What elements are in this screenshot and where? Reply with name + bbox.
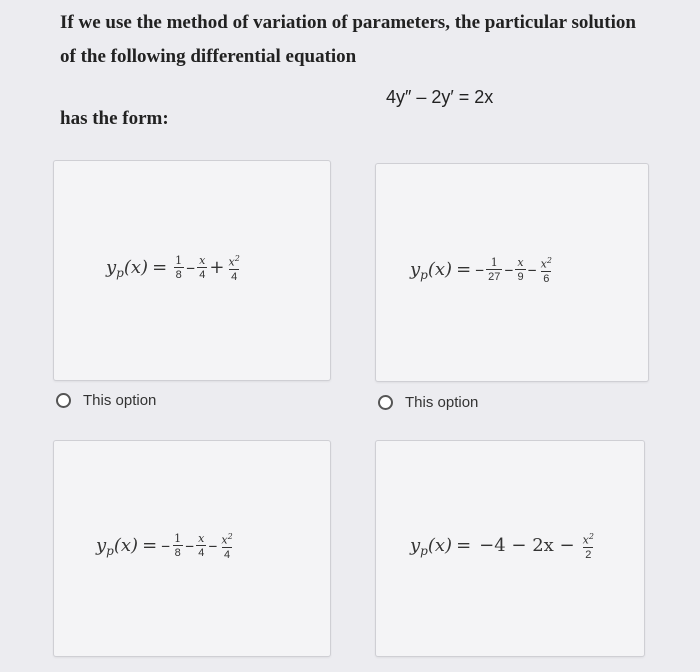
fraction-numerator xyxy=(581,530,596,547)
question-text xyxy=(60,6,680,74)
fraction-numerator xyxy=(196,532,206,545)
has-form-label: has the form: xyxy=(60,108,169,129)
formula-fraction xyxy=(197,254,207,282)
formula-sign: – xyxy=(186,257,196,279)
fraction-numerator xyxy=(539,254,554,271)
fraction-denominator: 8 xyxy=(175,268,182,281)
formula-equals: = xyxy=(152,257,168,279)
formula-argument: (x) xyxy=(427,535,453,557)
option-formula-4 xyxy=(410,530,598,562)
question-line-1: If we use the method of variation of parameters, the particular solution xyxy=(60,12,636,33)
fraction-numerator xyxy=(173,254,184,267)
option-formula-1 xyxy=(106,252,244,284)
radio-circle-icon[interactable] xyxy=(56,393,71,408)
fraction-numerator xyxy=(226,252,241,269)
option-formula-3 xyxy=(96,530,237,562)
numerator-value: x xyxy=(198,531,205,545)
fraction-denominator: 8 xyxy=(174,546,181,559)
fraction-numerator xyxy=(197,254,207,267)
numerator-exponent: 2 xyxy=(227,532,233,541)
formula-equals: = xyxy=(456,259,472,281)
option-label-1: This option xyxy=(83,392,157,409)
formula-sign: + xyxy=(209,257,225,279)
fraction-denominator: 4 xyxy=(231,270,238,283)
formula-y: y xyxy=(96,535,107,557)
numerator-value: x xyxy=(582,533,589,547)
numerator-exponent: 2 xyxy=(546,256,552,265)
formula-fraction xyxy=(581,530,596,562)
formula-y: y xyxy=(106,257,117,279)
fraction-denominator: 4 xyxy=(198,546,205,559)
question-line-2: of the following differential equation xyxy=(60,46,357,67)
numerator-value: x xyxy=(199,253,206,267)
option-label-2: This option xyxy=(405,394,479,411)
fraction-denominator: 9 xyxy=(517,270,524,283)
formula-argument: (x) xyxy=(427,259,453,281)
fraction-denominator: 6 xyxy=(543,272,550,285)
formula-inline-terms: −4 − 2x − xyxy=(479,535,575,557)
formula-fraction xyxy=(196,532,206,560)
numerator-value: x xyxy=(228,255,235,269)
numerator-value: 1 xyxy=(490,255,498,269)
formula-y: y xyxy=(410,259,421,281)
formula-fraction xyxy=(515,256,525,284)
formula-subscript: p xyxy=(420,267,428,282)
formula-fraction xyxy=(226,252,241,284)
formula-sign: – xyxy=(161,535,171,557)
numerator-value: x xyxy=(221,533,228,547)
fraction-denominator: 27 xyxy=(488,270,501,283)
formula-fraction xyxy=(172,532,183,560)
formula-fraction xyxy=(173,254,184,282)
fraction-numerator xyxy=(219,530,234,547)
formula-fraction xyxy=(539,254,554,286)
numerator-exponent: 2 xyxy=(588,532,594,541)
fraction-denominator: 4 xyxy=(199,268,206,281)
fraction-numerator xyxy=(489,256,500,269)
formula-sign: – xyxy=(208,535,218,557)
fraction-numerator xyxy=(515,256,525,269)
numerator-value: x xyxy=(540,257,547,271)
numerator-exponent: 2 xyxy=(234,254,240,263)
numerator-value: 1 xyxy=(175,253,183,267)
formula-equals: = xyxy=(142,535,158,557)
formula-sign: – xyxy=(185,535,195,557)
formula-subscript: p xyxy=(116,265,124,280)
numerator-value: 1 xyxy=(174,531,182,545)
formula-sign: – xyxy=(504,259,514,281)
radio-circle-icon[interactable] xyxy=(378,395,393,410)
fraction-numerator xyxy=(172,532,183,545)
formula-sign: – xyxy=(475,259,485,281)
option-radio-2[interactable] xyxy=(378,394,478,411)
formula-subscript: p xyxy=(106,543,114,558)
formula-fraction xyxy=(219,530,234,562)
option-formula-2 xyxy=(410,254,556,286)
formula-fraction xyxy=(486,256,502,284)
formula-sign: – xyxy=(527,259,537,281)
formula-argument: (x) xyxy=(123,257,149,279)
formula-argument: (x) xyxy=(113,535,139,557)
formula-subscript: p xyxy=(420,543,428,558)
option-radio-1[interactable] xyxy=(56,392,156,409)
fraction-denominator: 4 xyxy=(223,548,231,561)
formula-equals: = xyxy=(456,535,472,557)
formula-y: y xyxy=(410,535,421,557)
numerator-value: x xyxy=(517,255,524,269)
fraction-denominator: 2 xyxy=(585,548,592,561)
differential-equation: 4y″ – 2y′ = 2x xyxy=(386,87,494,107)
